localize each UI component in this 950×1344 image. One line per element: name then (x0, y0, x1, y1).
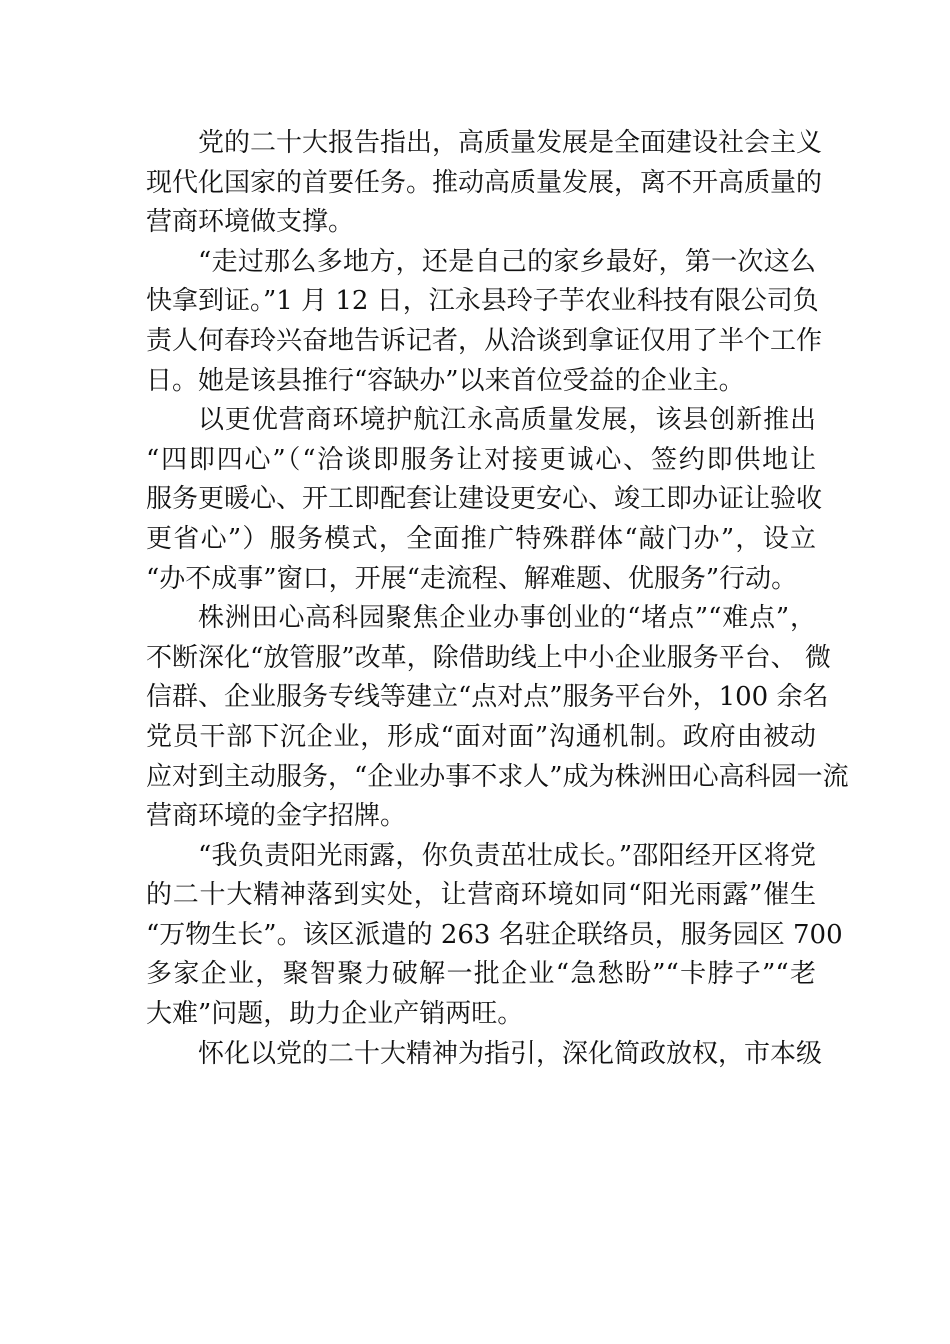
paragraph-line: 快拿到证。”1 月 12 日，江永县玲子芋农业科技有限公司负 (146, 286, 819, 317)
paragraph-line: “走过那么多地方，还是自己的家乡最好，第一次这么 (198, 246, 816, 277)
paragraph-line: “万物生长”。该区派遣的 263 名驻企联络员，服务园区 700 (146, 919, 843, 950)
paragraph-line: 更省心”）服务模式，全面推广特殊群体“敲门办”，设立 (146, 523, 816, 554)
paragraph-line: 的二十大精神落到实处，让营商环境如同“阳光雨露”催生 (146, 880, 816, 911)
paragraph-line: 营商环境做支撑。 (146, 207, 355, 238)
paragraph-line: 以更优营商环境护航江永高质量发展，该县创新推出 (198, 405, 816, 436)
paragraph-line: 服务更暖心、开工即配套让建设更安心、竣工即办证让验收 (146, 484, 823, 515)
paragraph-line: 日。她是该县推行“容缺办”以来首位受益的企业主。 (146, 365, 745, 396)
paragraph-line: 多家企业，聚智聚力破解一批企业“急愁盼”“卡脖子”“老 (146, 959, 816, 990)
paragraph-line: 怀化以党的二十大精神为指引，深化简政放权，市本级 (198, 1038, 823, 1069)
paragraph-line: 大难”问题，助力企业产销两旺。 (146, 999, 524, 1030)
paragraph-3 (146, 401, 823, 599)
paragraph-5 (146, 837, 843, 1035)
paragraph-6 (146, 1035, 823, 1075)
paragraph-2 (146, 243, 823, 401)
paragraph-line: 责人何春玲兴奋地告诉记者，从洽谈到拿证仅用了半个工作 (146, 325, 823, 356)
paragraph-4 (146, 599, 849, 837)
paragraph-line: 株洲田心高科园聚焦企业办事创业的“堵点”“难点”， (198, 603, 816, 634)
paragraph-line: 不断深化“放管服”改革，除借助线上中小企业服务平台、 微 (146, 642, 831, 673)
paragraph-line: 党的二十大报告指出，高质量发展是全面建设社会主义 (198, 128, 823, 158)
paragraph-line: 应对到主动服务，“企业办事不求人”成为株洲田心高科园一流 (146, 761, 849, 792)
paragraph-line: “办不成事”窗口，开展“走流程、解难题、优服务”行动。 (146, 563, 798, 594)
paragraph-line: 现代化国家的首要任务。推动高质量发展，离不开高质量的 (146, 167, 823, 198)
paragraph-line: “我负责阳光雨露，你负责茁壮成长。”邵阳经开区将党 (198, 840, 816, 871)
paragraph-line: “四即四心”（“洽谈即服务让对接更诚心、签约即供地让 (146, 444, 816, 475)
paragraph-line: 信群、企业服务专线等建立“点对点”服务平台外，100 余名 (146, 682, 829, 713)
paragraph-1 (146, 124, 823, 243)
article-body (146, 124, 849, 1074)
paragraph-line: 营商环境的金字招牌。 (146, 801, 407, 832)
paragraph-line: 党员干部下沉企业，形成“面对面”沟通机制。政府由被动 (146, 721, 816, 752)
